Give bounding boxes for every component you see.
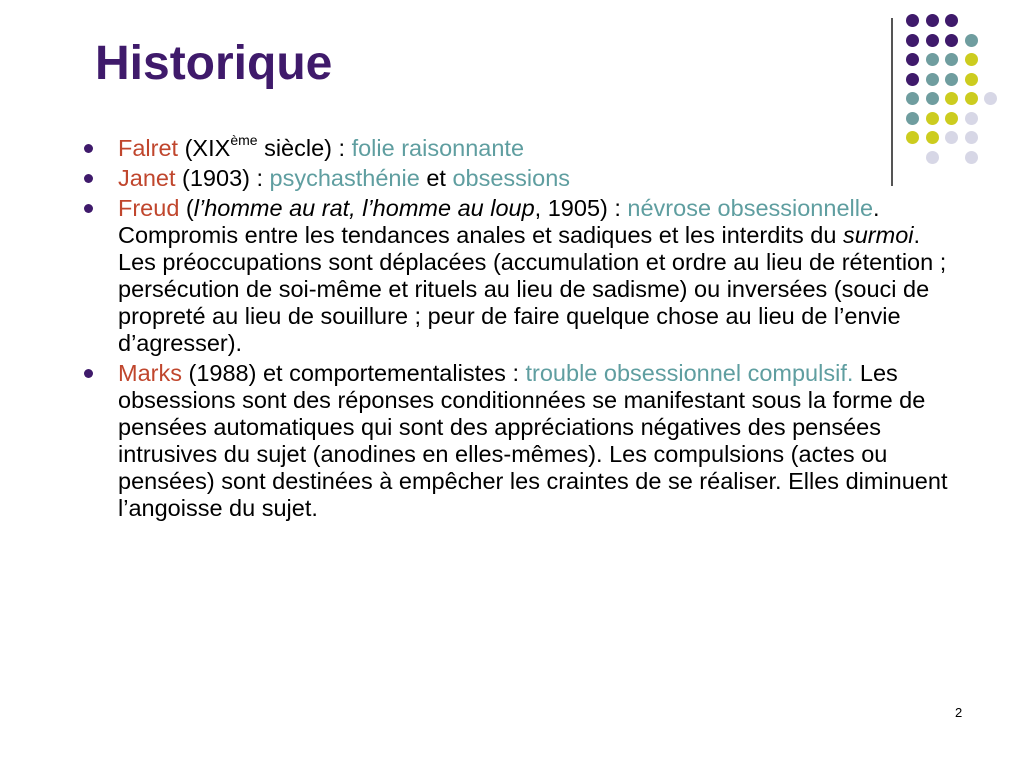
lavender-dot-icon: [965, 131, 978, 144]
author-name: Freud: [118, 195, 180, 221]
bullet-icon: [84, 369, 93, 378]
bullet-list: [80, 132, 950, 522]
yellow-dot-icon: [965, 92, 978, 105]
term-text: folie raisonnante: [351, 135, 525, 161]
purple-dot-icon: [906, 53, 919, 66]
purple-dot-icon: [906, 14, 919, 27]
superscript-text: ème: [230, 132, 258, 149]
purple-dot-icon: [906, 34, 919, 47]
list-item: [80, 360, 950, 522]
page-number: 2: [955, 705, 963, 720]
teal-dot-icon: [945, 73, 958, 86]
bullet-icon: [84, 144, 93, 153]
item-text: (: [179, 195, 194, 221]
yellow-dot-icon: [965, 73, 978, 86]
item-text: et: [419, 165, 453, 191]
term-text: trouble obsessionnel compulsif.: [525, 360, 854, 386]
teal-dot-icon: [965, 34, 978, 47]
purple-dot-icon: [945, 14, 958, 27]
bullet-icon: [84, 174, 93, 183]
yellow-dot-icon: [926, 112, 939, 125]
item-text: . Les préoccupations sont déplacées (accumulation et ordre au lieu de rétention ; persécution de soi-même et rituels au lieu de sadisme) ou inversées (souci de propreté au lieu de souillure ; peur de faire quelque chose au lieu de l’envie d’agresser).: [118, 222, 947, 356]
item-text: Les obsessions sont des réponses conditionnées se manifestant sous la forme de pensées automatiques qui sont des appréciations négatives des pensées intrusives du sujet (anodines en elles-mêmes). Les compulsions (actes ou pensées) sont destinées à empêcher les craintes de se réaliser. Elles diminuent l’angoisse du sujet.: [118, 360, 948, 521]
list-item: [80, 195, 950, 357]
term-text: névrose obsessionnelle: [627, 195, 874, 221]
teal-dot-icon: [906, 112, 919, 125]
author-name: Janet: [118, 165, 176, 191]
lavender-dot-icon: [965, 112, 978, 125]
purple-dot-icon: [926, 34, 939, 47]
bullet-icon: [84, 204, 93, 213]
italic-text: surmoi: [842, 222, 914, 248]
purple-dot-icon: [906, 73, 919, 86]
item-text: (XIX: [178, 135, 231, 161]
item-text: (1903) :: [175, 165, 270, 191]
teal-dot-icon: [926, 53, 939, 66]
term-text: psychasthénie: [269, 165, 420, 191]
list-item: [80, 132, 950, 162]
lavender-dot-icon: [965, 151, 978, 164]
yellow-dot-icon: [945, 112, 958, 125]
item-text: siècle) :: [257, 135, 352, 161]
teal-dot-icon: [926, 92, 939, 105]
item-text: . Compromis entre les tendances anales et sadiques et les interdits du: [118, 195, 880, 248]
term-text: obsessions: [452, 165, 571, 191]
author-name: Marks: [118, 360, 182, 386]
teal-dot-icon: [945, 53, 958, 66]
yellow-dot-icon: [945, 92, 958, 105]
slide-content: [80, 132, 950, 525]
teal-dot-icon: [926, 73, 939, 86]
item-text: (1988) et comportementalistes :: [181, 360, 526, 386]
list-item: [80, 165, 950, 192]
slide-title: Historique: [95, 37, 333, 90]
teal-dot-icon: [906, 92, 919, 105]
item-text: , 1905) :: [534, 195, 628, 221]
lavender-dot-icon: [984, 92, 997, 105]
italic-text: l’homme au rat, l’homme au loup: [193, 195, 535, 221]
purple-dot-icon: [945, 34, 958, 47]
yellow-dot-icon: [965, 53, 978, 66]
purple-dot-icon: [926, 14, 939, 27]
author-name: Falret: [118, 135, 179, 161]
